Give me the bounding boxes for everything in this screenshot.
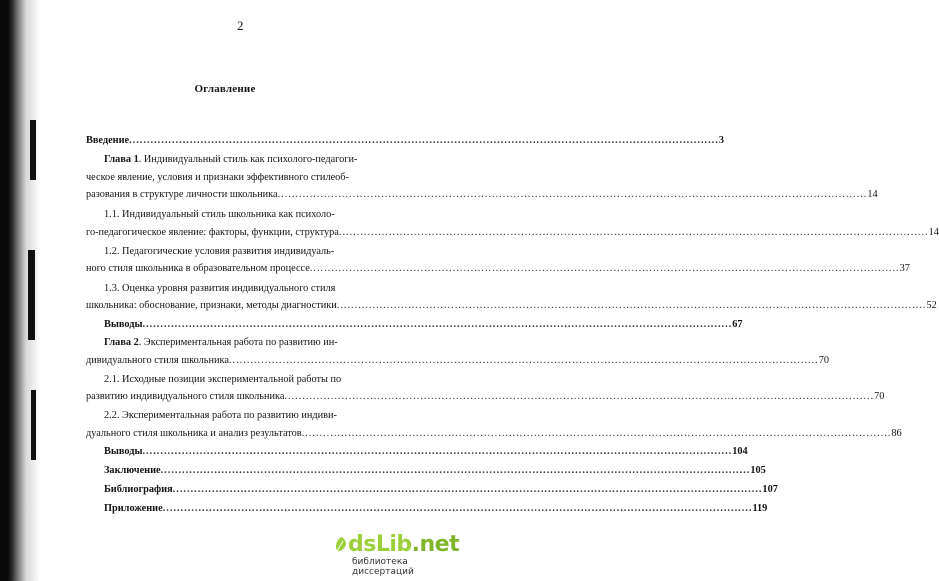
toc-entry-text: Введение <box>86 135 130 146</box>
scan-artifact <box>31 390 36 460</box>
toc-page-number: 105 <box>750 465 766 476</box>
toc-page-number: 67 <box>732 319 743 330</box>
leader-dots <box>143 447 733 457</box>
leaf-icon <box>334 536 348 554</box>
toc-entry-conclusions-1 <box>104 319 743 330</box>
toc-entry-text: развитию индивидуального стиля школьника <box>86 391 285 402</box>
leader-dots <box>339 228 929 238</box>
leader-dots <box>163 504 753 514</box>
leader-dots <box>229 356 819 366</box>
toc-page-number: 14 <box>867 189 878 200</box>
toc-entry-text: ческое явление, условия и признаки эффективного стилеоб- <box>86 172 349 183</box>
leader-dots <box>129 136 719 146</box>
leader-dots <box>302 429 892 439</box>
toc-entry-text: ного стиля школьника в образовательном процессе <box>86 263 310 274</box>
chapter-label: Глава 2 <box>104 337 139 348</box>
leader-dots <box>310 264 900 274</box>
watermark-subtitle: библиотека диссертаций <box>352 557 414 577</box>
toc-entry-text: Выводы <box>104 446 143 457</box>
leader-dots <box>143 320 733 330</box>
dslib-watermark <box>334 532 460 577</box>
toc-entry-section-1-1-line-2 <box>86 227 939 238</box>
leader-dots <box>284 392 874 402</box>
toc-page-number: 37 <box>899 263 910 274</box>
toc-entry-text: дуального стиля школьника и анализ результатов <box>86 428 302 439</box>
page-number: 2 <box>237 18 244 33</box>
toc-entry-introduction <box>86 135 724 146</box>
toc-entry-text: 1.3. Оценка уровня развития индивидуального стиля <box>104 283 336 294</box>
toc-entry-chapter-2-line-2 <box>86 355 829 366</box>
toc-entry-section-1-3-line-2 <box>86 300 937 311</box>
toc-entry-conclusions-2 <box>104 446 748 457</box>
toc-entry-section-2-2-line-2 <box>86 428 902 439</box>
toc-entry-conclusion <box>104 465 766 476</box>
toc-entry-appendix <box>104 503 768 514</box>
toc-page-number: 70 <box>874 391 885 402</box>
toc-title: Оглавление <box>194 83 256 95</box>
toc-entry-section-2-2-line-1 <box>104 411 394 421</box>
toc-entry-section-1-2-line-1 <box>104 247 394 257</box>
toc-entry-text: дивидуального стиля школьника <box>86 355 229 366</box>
toc-entry-text: Выводы <box>104 319 143 330</box>
toc-page-number: 104 <box>732 446 748 457</box>
toc-entry-chapter-2-line-1 <box>104 338 394 348</box>
toc-entry-text: Приложение <box>104 503 163 514</box>
toc-entry-chapter-1-line-2 <box>86 173 394 183</box>
toc-entry-text: 2.1. Исходные позиции экспериментальной работы по <box>104 374 342 385</box>
toc-page-number: 86 <box>891 428 902 439</box>
toc-page-number: 14 <box>928 227 939 238</box>
toc-entry-section-1-2-line-2 <box>86 263 910 274</box>
leader-dots <box>278 190 868 200</box>
leader-dots <box>161 466 751 476</box>
watermark-logo-domain: .net <box>411 532 460 557</box>
toc-entry-section-1-1-line-1 <box>104 210 394 220</box>
leader-dots <box>173 485 763 495</box>
leader-dots <box>337 301 927 311</box>
scan-artifact <box>30 120 36 180</box>
toc-entry-chapter-1-line-1 <box>104 155 394 165</box>
toc-entry-text: Глава 1. Индивидуальный стиль как психолого-педагоги- <box>104 154 358 165</box>
toc-entry-text: Библиография <box>104 484 173 495</box>
toc-page-number: 52 <box>926 300 937 311</box>
toc-entry-text: разования в структуре личности школьника <box>86 189 278 200</box>
scan-artifact <box>28 250 35 340</box>
toc-page-number: 107 <box>762 484 778 495</box>
toc-page-number: 70 <box>818 355 829 366</box>
toc-entry-section-1-3-line-1 <box>104 284 394 294</box>
toc-entry-text: Заключение <box>104 465 161 476</box>
toc-entry-text: Глава 2. Экспериментальная работа по развитию ин- <box>104 337 338 348</box>
toc-entry-text: школьника: обоснование, признаки, методы диагностики <box>86 300 337 311</box>
watermark-logo-main: dsLib <box>348 532 412 557</box>
toc-entry-text: го-педагогическое явление: факторы, функции, структура <box>86 227 339 238</box>
toc-entry-section-2-1-line-2 <box>86 391 885 402</box>
chapter-label: Глава 1 <box>104 154 139 165</box>
toc-page-number: 119 <box>752 503 768 514</box>
toc-page-number: 3 <box>718 135 724 146</box>
toc-entry-bibliography <box>104 484 778 495</box>
toc-entry-chapter-1-line-3 <box>86 189 878 200</box>
toc-entry-text: 1.1. Индивидуальный стиль школьника как психоло- <box>104 209 335 220</box>
toc-entry-text: 1.2. Педагогические условия развития индивидуаль- <box>104 246 335 257</box>
toc-entry-section-2-1-line-1 <box>104 375 394 385</box>
toc-entry-text: 2.2. Экспериментальная работа по развитию индиви- <box>104 410 337 421</box>
watermark-logo <box>348 532 459 557</box>
